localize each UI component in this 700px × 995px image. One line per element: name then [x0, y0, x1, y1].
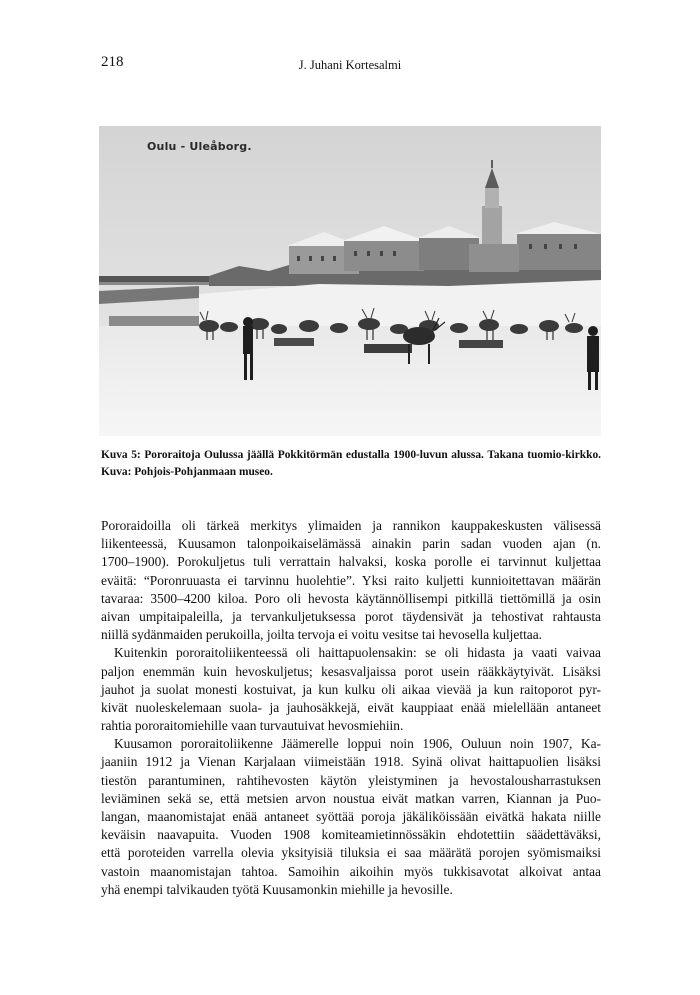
- text-line: tiestön parantuminen, rahtihevosten käytön yleistyminen ja hevostalousharrastuksen: [101, 772, 601, 788]
- text-line: keväisin naavapuita. Vuoden 1908 komiteamietinnössäkin ehdotettiin säädettäväksi,: [101, 827, 601, 843]
- text-line: että poroteiden varrella olevia yksityisiä tiluksia ei saa määrätä porojen syömismaiksi: [101, 845, 601, 861]
- text-line: yhä enempi talvikauden työtä Kuusamonkin miehille ja hevosille.: [101, 881, 453, 897]
- text-line: Kuusamon pororaitoliikenne Jäämerelle loppui noin 1906, Ouluun noin 1907, Ka-: [114, 736, 601, 752]
- text-line: niillä sydänmaiden perukoilla, joilta tervoja ei voitu vesitse tai hevosella kuljettaa.: [101, 627, 543, 643]
- figure-caption: Kuva 5: Pororaitoja Oulussa jäällä Pokkitörmän edustalla 1900-luvun alussa. Takana tuomio-kirkko. Kuva: Pohjois-Pohjanmaan museo.: [101, 449, 601, 478]
- text-line: Pororaidoilla oli tärkeä merkitys ylimaiden ja rannikon kauppakeskusten välisessä: [101, 518, 601, 533]
- text-line: liikenteessä, Kuusamon talonpoikaiselämässä ainakin parin sadan vuoden ajan (n.: [101, 536, 601, 552]
- historical-photo: [99, 126, 601, 436]
- body-text: [101, 517, 601, 899]
- text-line: aivan umpitaipaleilla, ja tervankuljetuksessa porot täydensivät ja tehostivat rahtausta: [101, 608, 601, 624]
- text-line: jaaniin 1912 ja Vienan Karjalaan viimeistään 1918. Syinä olivat haittapuolien lisäksi: [101, 754, 601, 770]
- text-line: 1700–1900). Porokuljetus tuli verrattain halvaksi, koska porolle ei tarvinnut kuljettaa: [101, 554, 601, 570]
- text-line: Kuitenkin pororaitoliikenteessä oli haittapuolensakin: se oli hidasta ja vaati vaivaa: [114, 645, 601, 661]
- photo-label: Oulu - Uleåborg.: [147, 140, 252, 153]
- text-line: eväitä: “Poronruuasta ei tarvinnu huolehtie”. Yksi raito kuljetti kunnioitettavan määrän: [101, 572, 601, 588]
- photo-illustration: [99, 126, 601, 436]
- text-line: langan, maanomistajat enää antaneet syöttää poroja jäkäliköissään eivätkä hakata niille: [101, 809, 601, 824]
- text-line: leviäminen sekä se, että metsien arvon noustua eivät matkan varren, Kiannan ja Puo-: [101, 790, 601, 806]
- text-line: jauhot ja suolat monesti kostuivat, ja kun kulku oli aikaa vievää ja kun raitoporot pyr-: [101, 681, 601, 697]
- text-line: kivät nuoleskelemaan suola- ja jauhosäkkejä, eivät kauppiaat enää mielellään antaneet: [101, 699, 601, 715]
- page-number: 218: [101, 54, 124, 70]
- text-line: tavaraa: 3500–4200 kiloa. Poro oli hevosta käytännöllisempi pitkillä tiettömillä ja osin: [101, 590, 601, 606]
- text-line: rahtia pororaitomiehille vaan turvautuivat hevosmiehiin.: [101, 718, 404, 734]
- running-head-author: J. Juhani Kortesalmi: [298, 58, 402, 72]
- text-line: paljon enemmän kuin hevoskuljetus; kesasvaljaissa porot usein rääkkäytyivät. Lisäksi: [101, 663, 601, 679]
- text-line: vastoin maanomistajan tahtoa. Samoihin aikoihin myös tukkisavotat alkoivat antaa: [101, 863, 601, 879]
